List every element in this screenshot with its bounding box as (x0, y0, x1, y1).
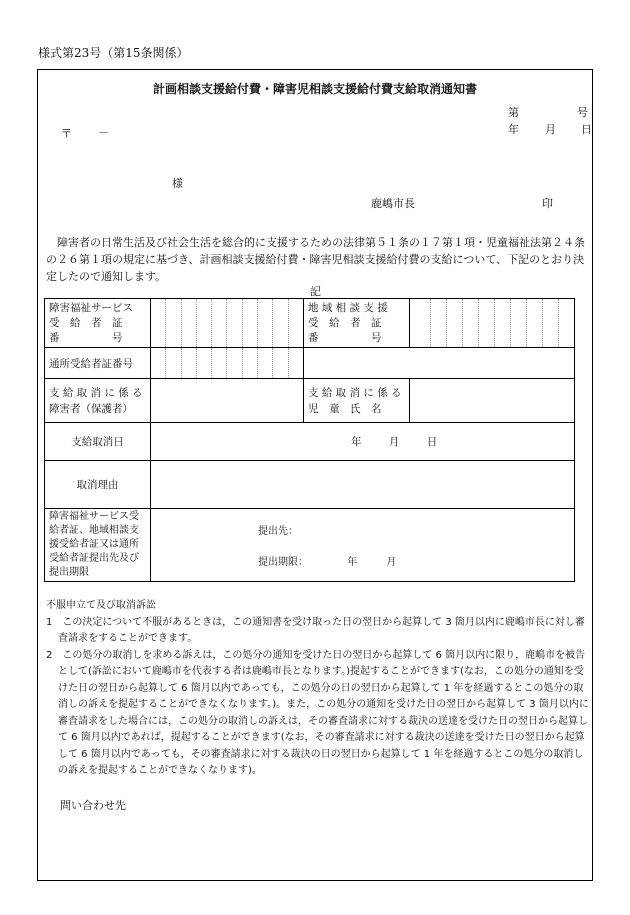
label-line: 受 給 者 証 (308, 316, 382, 329)
label-line: 受 給 者 証 (49, 316, 123, 329)
label-line: 障害福祉サービス受 (49, 511, 139, 522)
notes-heading: 不服申立て及び取消訴訟 (46, 600, 156, 611)
label-line: 受給者証提出先及び (49, 553, 139, 564)
date-day: 日 (581, 123, 592, 136)
details-table (44, 298, 575, 582)
label-line: 障害福祉サービス (49, 301, 133, 314)
table-row (45, 509, 575, 582)
date-year: 年 (508, 123, 519, 136)
digit-boxes (410, 299, 574, 347)
empty-cell (304, 348, 575, 379)
recipient-sama: 様 (172, 177, 183, 190)
seal-mark: 印 (542, 197, 553, 210)
note-item-2: 2 この処分の取消しを求める訴えは，この処分の通知を受けた日の翌日から起算して 6 箇月以内に限り，鹿嶋市を被告として(訴訟において鹿嶋市を代表する者は鹿嶋市長となります。)提起することができます(なお，この処分の通知を受けた日の翌日から起算して 6 箇月以内であっても，この処分の日の翌日から起算して 1 年を経過するとこの処分の取消しの訴えを提起することができなくなります。)。また，この処分の通知を受けた日の翌日から起算して 3 箇月以内に審査請求をした場合には，この処分の取消しの訴えは，その審査請求に対する裁決の送達を受けた日の翌日から起算して 6 箇月以内であれば，提起することができます(なお，その審査請求に対する裁決の送達を受けた日の翌日から起算して 6 箇月以内であっても，その審査請求に対する裁決の日の翌日から起算して 1 年を経過するとこの処分の取消しの訴えを提起することができなくなります)。 (46, 649, 589, 776)
table-row (45, 299, 575, 348)
regional-cert-label (304, 299, 410, 348)
cancel-month: 月 (388, 436, 400, 448)
table-row (45, 379, 575, 423)
deadline-month: 月 (386, 557, 397, 568)
deadline-year: 年 (347, 557, 358, 568)
notice-body-text: 障害者の日常生活及び社会生活を総合的に支援するための法律第５１条の１７第１項・児童福祉法第２４条の２６第１項の規定に基づき、計画相談支援給付費・障害児相談支援給付費の支給について、下記のとおり決定したので通知します。 (46, 236, 585, 283)
label-line: 給者証、地域相談支 (49, 525, 139, 536)
submission-label (45, 509, 151, 582)
postal-mark: 〒 (61, 127, 72, 140)
table-row (45, 348, 575, 379)
label-line: 番 号 (308, 331, 382, 344)
label-line: 支 給 取 消 に 係 る (308, 386, 402, 399)
child-value (410, 379, 575, 423)
submission-destination: 提出先： (258, 526, 298, 537)
child-label (304, 379, 410, 423)
note-item-1: 1 この決定について不服があるときは，この通知書を受け取った日の翌日から起算して 3 箇月以内に鹿嶋市長に対し審査請求をすることができます。 (46, 616, 585, 644)
table-row (45, 461, 575, 509)
issuer-name: 鹿嶋市長 (371, 197, 415, 210)
digit-boxes (151, 348, 303, 378)
regional-cert-number-cell (410, 299, 575, 348)
label-line: 番 号 (49, 331, 123, 344)
number-dai: 第 (508, 106, 519, 119)
postal-dash: － (98, 126, 109, 139)
person-label (45, 379, 151, 423)
service-cert-label (45, 299, 151, 348)
cancel-reason-label: 取消理由 (45, 461, 151, 509)
document-title: 計画相談支援給付費・障害児相談支援給付費支給取消通知書 (152, 82, 477, 96)
cancel-year: 年 (351, 436, 362, 448)
appeal-notes (46, 598, 592, 780)
label-line: 支 給 取 消 に 係 る (49, 386, 143, 399)
digit-boxes (151, 299, 303, 347)
number-go: 号 (577, 106, 588, 119)
label-line: 児 童 氏 名 (308, 402, 382, 415)
cancel-day: 日 (426, 436, 438, 448)
label-line: 障害者（保護者） (49, 402, 133, 415)
label-line: 提出期限 (49, 567, 89, 578)
day-service-cert-label: 通所受給者証番号 (45, 348, 151, 379)
table-row (45, 423, 575, 461)
submission-value (151, 509, 575, 582)
contact-label: 問い合わせ先 (60, 799, 126, 812)
cancel-reason-value (151, 461, 575, 509)
day-service-cert-number-cell (151, 348, 304, 379)
cancel-date-value (151, 423, 575, 461)
label-line: 地 域 相 談 支 援 (308, 301, 388, 314)
submission-deadline: 提出期限： (258, 557, 308, 568)
label-line: 援受給者証又は通所 (49, 539, 139, 550)
cancel-date-label: 支給取消日 (45, 423, 151, 461)
ki-label: 記 (310, 285, 321, 298)
service-cert-number-cell (151, 299, 304, 348)
form-number: 様式第23号（第15条関係） (38, 46, 189, 60)
date-month: 月 (545, 123, 556, 136)
person-value (151, 379, 304, 423)
